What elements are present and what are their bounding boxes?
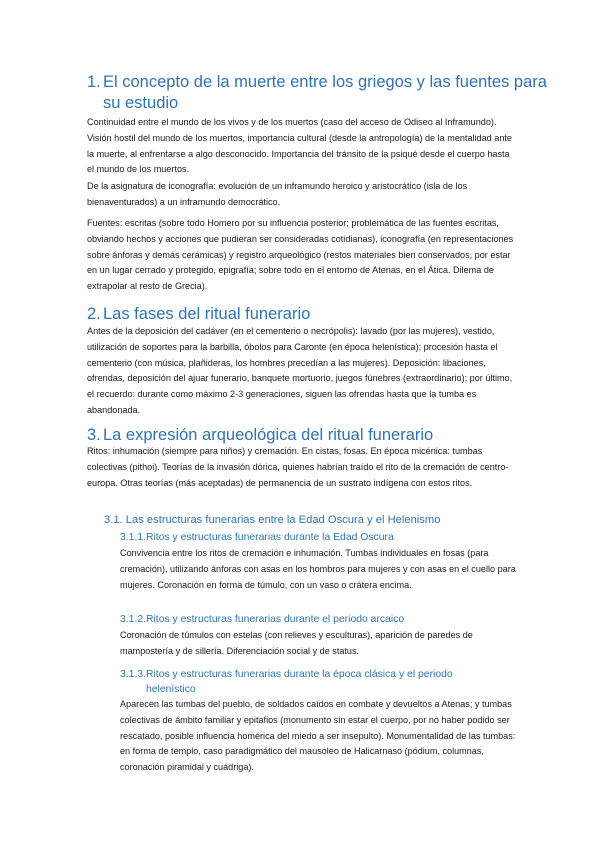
subheading-3-1-3	[120, 667, 500, 697]
paragraph: Coronación de túmulos con estelas (con relieves y esculturas), aparición de paredes de mampostería y de sillería. Diferenciación social y de status.	[120, 630, 473, 656]
subheading-text: Las estructuras funerarias entre la Edad Oscura y el Helenismo	[125, 514, 441, 526]
paragraph: Continuidad entre el mundo de los vivos y de los muertos (caso del acceso de Odiseo al Inframundo). Visión hostil del mundo de los muertos, importancia cultural (desde la antropología) de la mentalidad ante la muerte, al enfrentarse a algo desconocido. Importancia del tránsito de la psiqué desde el cuerpo hasta el mundo de los muertos.	[87, 117, 512, 175]
subheading-3-1	[104, 513, 554, 528]
subheading-number: 3.1.3.	[120, 669, 146, 680]
heading-section-3	[87, 425, 547, 446]
paragraph: De la asignatura de iconografía: evolución de un inframundo heroico y aristocrático (isla de los bienaventurados) a un inframundo democrático.	[87, 181, 468, 207]
heading-number: 1.	[87, 73, 101, 91]
heading-section-1	[87, 72, 547, 114]
paragraph: Convivencia entre los ritos de cremación e inhumación. Tumbas individuales en fosas (para cremación), utilizando ánforas con asas en los hombros para mujeres y con asas en el cuello para mujeres. Coronación en forma de túmulo, con un vaso o crátera encima.	[120, 548, 516, 590]
subheading-number: 3.1.	[104, 514, 123, 526]
heading-text: La expresión arqueológica del ritual funerario	[103, 426, 434, 444]
subheading-number: 3.1.1.	[120, 532, 146, 543]
paragraph: Fuentes: escritas (sobre todo Homero por su influencia posterior; problemática de las fuentes escritas, obviando hechos y acciones que pudieran ser consideradas cotidianas), iconografía (en representaciones sobre ánforas y demás cerámicas) y registro arqueológico (restos materiales bien conservados, por estar en un lugar cerrado y protegido, epigrafía; sobre todo en el entorno de Atenas, en el Ática. Dilema de extrapolar al resto de Grecia).	[87, 218, 514, 292]
subheading-text: Ritos y estructuras funerarias durante la Edad Oscura	[146, 532, 394, 543]
heading-number: 3.	[87, 426, 101, 444]
subheading-3-1-1	[120, 530, 500, 545]
subheading-text: Ritos y estructuras funerarias durante la época clásica y el periodo helenístico	[146, 669, 453, 695]
heading-text: Las fases del ritual funerario	[103, 305, 311, 323]
paragraph: Antes de la deposición del cadáver (en el cementerio o necrópolis): lavado (por las mujeres), vestido, utilización de soportes para la barbilla, óbolos para Caronte (en época helenística); procesión hasta el cementerio (con música, plañideras, los hombres precedían a las mujeres). Deposición: libaciones, ofrendas, deposición del ajuar funerario, banquete mortuorio, juegos fúnebres (extraordinario); por último, el recuerdo: durante como máximo 2-3 generaciones, siguen las ofrendas hasta que la tumba es abandonada.	[87, 326, 513, 415]
paragraph: Aparecen las tumbas del pueblo, de soldados caídos en combate y devueltos a Atenas; y tumbas colectivas de ámbito familiar y epitafios (monumento sin estar el cuerpo, por no haber podido ser rescatado, posible influencia homérica del miedo a ser insepulto). Monumentalidad de las tumbas: en forma de templo, caso paradigmático del mausoleo de Halicarnaso (pódium, columnas, coronación piramidal y cuádriga).	[120, 699, 516, 773]
subheading-text: Ritos y estructuras funerarias durante el periodo arcaico	[146, 614, 405, 625]
heading-number: 2.	[87, 305, 101, 323]
paragraph: Ritos: inhumación (siempre para niños) y cremación. En cistas, fosas. En época micénica: tumbas colectivas (pithoi). Teorías de la invasión dórica, quienes habrían traído el rito de la cremación de centro-europa. Otras teorías (más aceptadas) de permanencia de un sustrato indígena con estos ritos.	[87, 446, 509, 488]
subheading-3-1-2	[120, 612, 500, 627]
subheading-number: 3.1.2.	[120, 614, 146, 625]
heading-section-2	[87, 304, 547, 325]
heading-text: El concepto de la muerte entre los griegos y las fuentes para su estudio	[103, 73, 547, 112]
